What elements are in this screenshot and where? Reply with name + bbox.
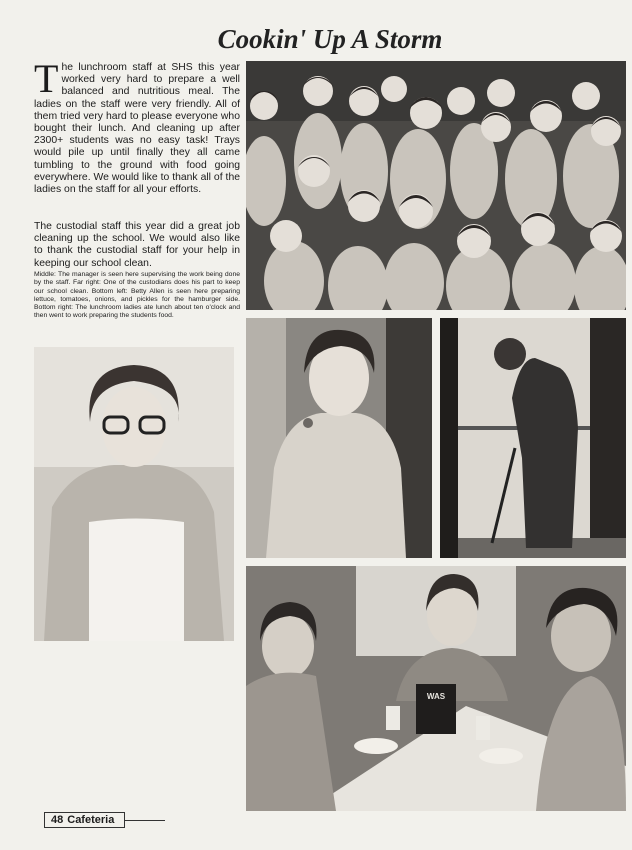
intro-text: he lunchroom staff at SHS this year worked very hard to prepare a well balanced and nutritious meal. The ladies on the staff were very friendly. All of them tried very hard to please everyone who bought their lunch. And cleaning up after 2300+ students was no easy task! Trays would pile up until finally they all came tumbling to the ground with food going everywhere. We would like to thank all of the ladies on the staff for all your efforts. [34, 62, 240, 196]
intro-paragraph [34, 56, 240, 196]
drop-cap: T [34, 56, 59, 101]
staff-group-photo [246, 61, 626, 310]
lunch-photo [246, 566, 626, 811]
footer-rule [125, 820, 165, 821]
page-number-box [44, 812, 125, 828]
photo-caption: Middle: The manager is seen here supervising the work being done by the staff. Far right: One of the custodians does his part to keep our school clean. Bottom left: Betty Allen is seen here preparing lettuce, tomatoes, onions, and pickles for the hamburger side. Bottom right: The lunchroom ladies ate lunch about ten o'clock and then went to work preparing the students food. [34, 271, 240, 320]
manager-photo [246, 318, 432, 558]
page-number: 48 [51, 814, 64, 826]
custodian-photo [440, 318, 626, 558]
napkin-brand-label: WAS [426, 692, 446, 701]
section-name: Cafeteria [67, 814, 115, 826]
custodial-paragraph: The custodial staff this year did a great job cleaning up the school. We would also like to thank the custodial staff for your help in keeping our school clean. [34, 221, 240, 269]
betty-allen-photo [34, 347, 234, 641]
page-title: Cookin' Up A Storm [217, 24, 443, 54]
page-footer [44, 812, 165, 828]
